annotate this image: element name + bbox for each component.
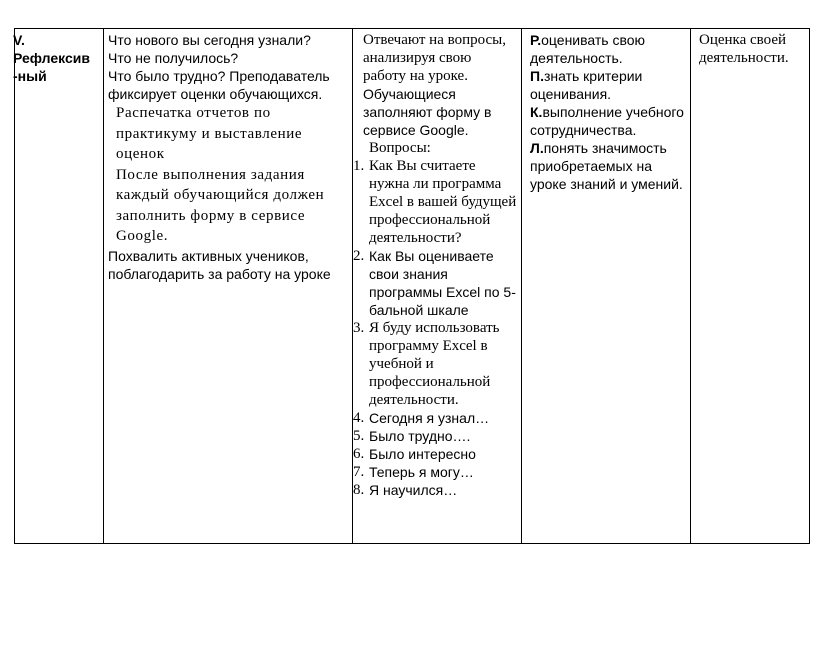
assessment-text: Оценка своей деятельности. [699,32,789,66]
teacher-question-3: Что было трудно? Преподаватель фиксирует оценки обучающихся. [108,68,330,102]
list-item: 1. Как Вы считаете нужна ли программа Excel в вашей будущей профессиональной деятельности? [353,158,517,246]
students-form: Обучающиеся заполняют форму в сервисе Google. [363,86,492,138]
assessment-cell [691,29,810,544]
stage-name-part2: -ный [13,68,47,84]
criteria-regulatory: Р.оценивать свою деятельность. [530,32,646,66]
teacher-question-2: Что не получилось? [108,50,239,66]
teacher-question-1: Что нового вы сегодня узнали? [108,32,311,48]
students-intro: Отвечают на вопросы, анализируя свою работу на уроке. [363,32,506,84]
students-activity-cell [353,29,522,544]
list-item: 2. Как Вы оцениваете свои знания программы Excel по 5- бальной шкале [353,248,516,318]
teacher-form-text: После выполнения задания каждый обучающийся должен заполнить форму в сервисе Google. [116,166,325,244]
list-item: 8. Я научился… [353,482,458,498]
teacher-activity-cell [104,29,353,544]
list-item: 3. Я буду использовать программу Excel в учебной и профессиональной деятельности. [353,320,500,408]
list-item: 5. Было трудно…. [353,428,471,444]
list-item: 6. Было интересно [353,446,476,462]
list-item: 4. Сегодня я узнал… [353,410,490,426]
stage-name-part1: Рефлексив [13,50,90,66]
stage-number: V. [13,32,25,48]
criteria-communicative: К.выполнение учебного сотрудничества. [530,104,684,138]
list-item: 7. Теперь я могу… [353,464,474,480]
stage-title [13,31,99,85]
lesson-plan-table [14,28,810,544]
criteria-cognitive: П.знать критерии оценивания. [530,68,643,102]
teacher-praise-text: Похвалить активных учеников, поблагодарить за работу на уроке [108,247,331,282]
questions-list [353,157,517,499]
teacher-report-text: Распечатка отчетов по практикуму и выставление оценок [116,105,303,162]
questions-heading: Вопросы: [369,140,431,156]
criteria-personal: Л.понять значимость приобретаемых на уроке знаний и умений. [530,140,683,192]
stage-cell [15,29,104,544]
criteria-cell [522,29,691,544]
table-row [15,29,810,544]
